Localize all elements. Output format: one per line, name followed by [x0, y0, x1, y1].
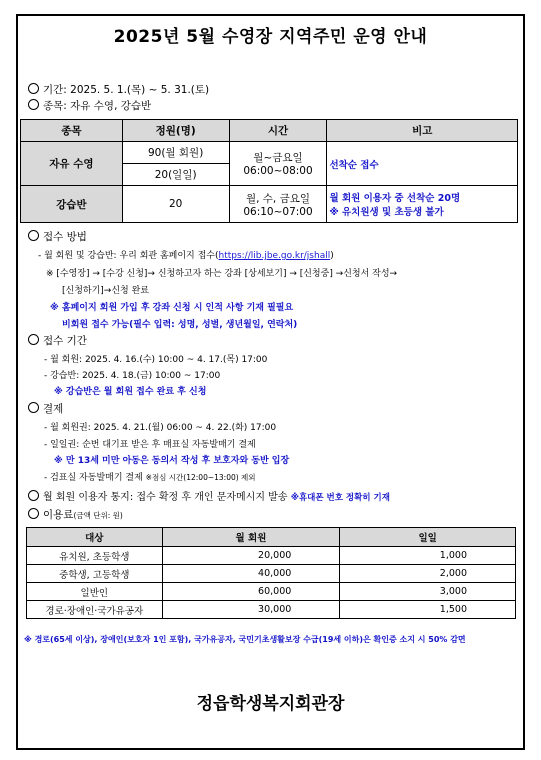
method-note-2: 비회원 접수 가능(필수 입력: 성명, 성별, 생년월일, 연락처)	[62, 320, 298, 330]
table-row: 중학생, 고등학생 40,000 2,000	[27, 565, 516, 583]
schedule-table	[20, 119, 518, 223]
bullet-circle-icon	[28, 334, 39, 345]
free-swim-note: 선착순 접수	[327, 142, 518, 186]
payment-heading: 결제	[28, 401, 63, 416]
table-header: 대상	[27, 528, 163, 547]
payment-line-4: - 검표실 자동발매기 결제 ※점심 시간(12:00~13:00) 제외	[44, 473, 256, 483]
free-swim-time: 월~금요일 06:00~08:00	[229, 142, 327, 186]
table-header: 종목	[21, 120, 123, 142]
payment-line-1: - 월 회원권: 2025. 4. 21.(월) 06:00 ~ 4. 22.(화) 17:00	[44, 423, 277, 433]
capacity-daily: 20(일일)	[122, 164, 229, 186]
lesson-label: 강습반	[21, 186, 123, 223]
homepage-link[interactable]: https://lib.jbe.go.kr/jshall	[218, 251, 331, 261]
table-header: 시간	[229, 120, 327, 142]
method-heading: 접수 방법	[28, 229, 87, 244]
fees-table	[26, 527, 516, 619]
lesson-time: 월, 수, 금요일 06:10~07:00	[229, 186, 327, 223]
table-row: 유치원, 초등학생 20,000 1,000	[27, 547, 516, 565]
free-swim-label: 자유 수영	[21, 142, 123, 186]
method-line-3: [신청하기]→신청 완료	[62, 286, 149, 296]
table-header: 비고	[327, 120, 518, 142]
payment-note: ※ 만 13세 미만 아동은 동의서 작성 후 보호자와 동반 입장	[54, 456, 290, 466]
table-header: 일일	[340, 528, 516, 547]
method-line-2: ※ [수영장] → [수강 신청]→ 신청하고자 하는 강좌 [상세보기] → [신청중] →신청서 작성→	[46, 269, 398, 279]
apply-line-2: - 강습반: 2025. 4. 18.(금) 10:00 ~ 17:00	[44, 371, 221, 381]
table-row: 경로·장애인·국가유공자 30,000 1,500	[27, 601, 516, 619]
table-row	[21, 142, 518, 164]
bullet-circle-icon	[28, 83, 39, 94]
table-row	[21, 186, 518, 223]
payment-line-2: - 일일권: 순번 대기표 받은 후 매표실 자동발매기 결제	[44, 440, 256, 450]
bullet-circle-icon	[28, 490, 39, 501]
category-line: 종목: 자유 수영, 강습반	[28, 98, 151, 113]
table-header-row	[21, 120, 518, 142]
bullet-circle-icon	[28, 402, 39, 413]
discount-note: ※ 경로(65세 이상), 장애인(보호자 1인 포함), 국가유공자, 국민기초생활보장 수급(19세 이하)은 확인증 소지 시 50% 감면	[24, 635, 466, 644]
footer-signature: 정읍학생복지회관장	[196, 694, 345, 714]
apply-period-heading: 접수 기간	[28, 333, 87, 348]
bullet-circle-icon	[28, 508, 39, 519]
fees-heading: 이용료(금액 단위: 원)	[28, 507, 123, 522]
notice-line: 월 회원 이용자 통지: 접수 확정 후 개인 문자메시지 발송 ※휴대폰 번호 정확히 기재	[28, 488, 390, 503]
lesson-note: 월 회원 이용자 중 선착순 20명 ※ 유치원생 및 초등생 불가	[327, 186, 518, 223]
period-line: 기간: 2025. 5. 1.(목) ~ 5. 31.(토)	[28, 82, 209, 97]
method-line-1: - 월 회원 및 강습반: 우리 회관 홈페이지 접수(https://lib.jbe.go.kr/jshall)	[38, 251, 334, 261]
method-note-1: ※ 홈페이지 회원 가입 후 강좌 신청 시 인적 사항 기재 필필요	[50, 303, 294, 313]
bullet-circle-icon	[28, 99, 39, 110]
table-header: 월 회원	[162, 528, 340, 547]
table-header: 정원(명)	[122, 120, 229, 142]
bullet-circle-icon	[28, 230, 39, 241]
table-row: 일반인 60,000 3,000	[27, 583, 516, 601]
page-title: 2025년 5월 수영장 지역주민 운영 안내	[113, 27, 428, 47]
table-header-row	[27, 528, 516, 547]
apply-line-1: - 월 회원: 2025. 4. 16.(수) 10:00 ~ 4. 17.(목) 17:00	[44, 355, 268, 365]
apply-note: ※ 강습반은 월 회원 접수 완료 후 신청	[54, 387, 207, 397]
capacity-monthly: 90(월 회원)	[122, 142, 229, 164]
lesson-capacity: 20	[122, 186, 229, 223]
